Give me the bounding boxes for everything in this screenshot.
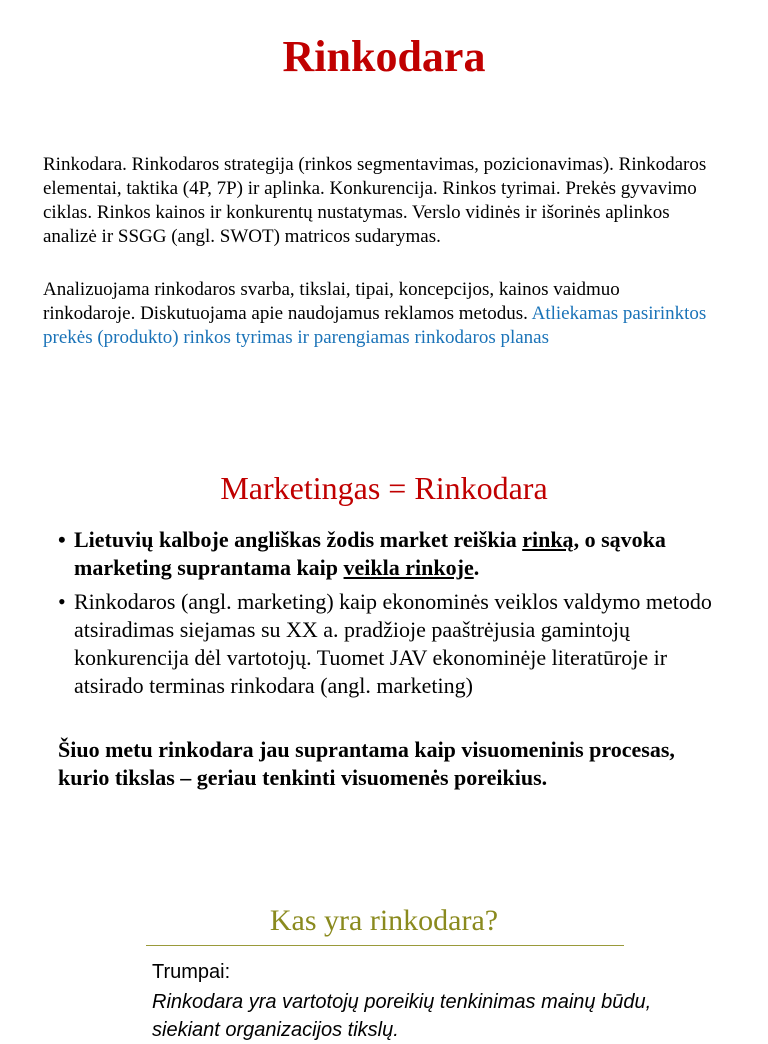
bullet-item-history [58,588,718,700]
slide-marketingas [0,440,768,860]
slide-rinkodara [0,0,768,400]
bullet-icon: • [58,527,66,552]
bullet-text: Rinkodaros (angl. marketing) kaip ekonominės veiklos valdymo metodo atsiradimas siejamas su XX a. pradžioje paaštrėjusia gamintojų konkurencija dėl vartotojų. Tuomet JAV ekonominėje literatūroje ir atsirado terminas rinkodara (angl. marketing) [74,589,712,698]
course-description-paragraph: Rinkodara. Rinkodaros strategija (rinkos segmentavimas, pozicionavimas). Rinkodaros elementai, taktika (4P, 7P) ir aplinka. Konkurencija. Rinkos tyrimai. Prekės gyvavimo ciklas. Rinkos kainos ir konkurentų nustatymas. Verslo vidinės ir išorinės aplinkos analizė ir SSGG (angl. SWOT) matricos sudarymas. [43,154,707,247]
bullet-list [58,526,718,706]
course-goals-paragraph [43,278,713,350]
course-task-highlight: Atliekamas pasirinktos prekės (produkto) rinkos tyrimas ir parengiamas rinkodaros planas [43,303,707,348]
course-goals-text: Analizuojama rinkodaros svarba, tikslai, tipai, koncepcijos, kainos vaidmuo rinkodaroje. Diskutuojama apie naudojamus reklamos metodus. [43,279,620,324]
slide-title: Kas yra rinkodara? [269,904,499,937]
slide-title: Rinkodara [282,32,486,81]
bullet-text: . [473,555,480,580]
title-divider [146,945,624,946]
underlined-term-rinka: rinką [522,527,574,552]
definition-text: Rinkodara yra vartotojų poreikių tenkinimas mainų būdu, siekiant organizacijos tikslų. [152,991,652,1041]
slide-kas-yra-rinkodara [0,880,768,1041]
summary-label: Trumpai: [152,961,231,983]
bullet-text: Lietuvių kalboje angliškas žodis market reiškia [74,527,523,552]
conclusion-text: Šiuo metu rinkodara jau suprantama kaip visuomeninis procesas, kurio tikslas – geriau tenkinti visuomenės poreikius. [58,737,675,790]
underlined-term-veikla: veikla rinkoje [343,555,474,580]
bullet-item-definition [58,526,718,582]
bullet-icon: • [58,589,66,614]
bullet-text: , o sąvoka marketing suprantama kaip [74,527,666,580]
slide-title: Marketingas = Rinkodara [220,470,548,506]
